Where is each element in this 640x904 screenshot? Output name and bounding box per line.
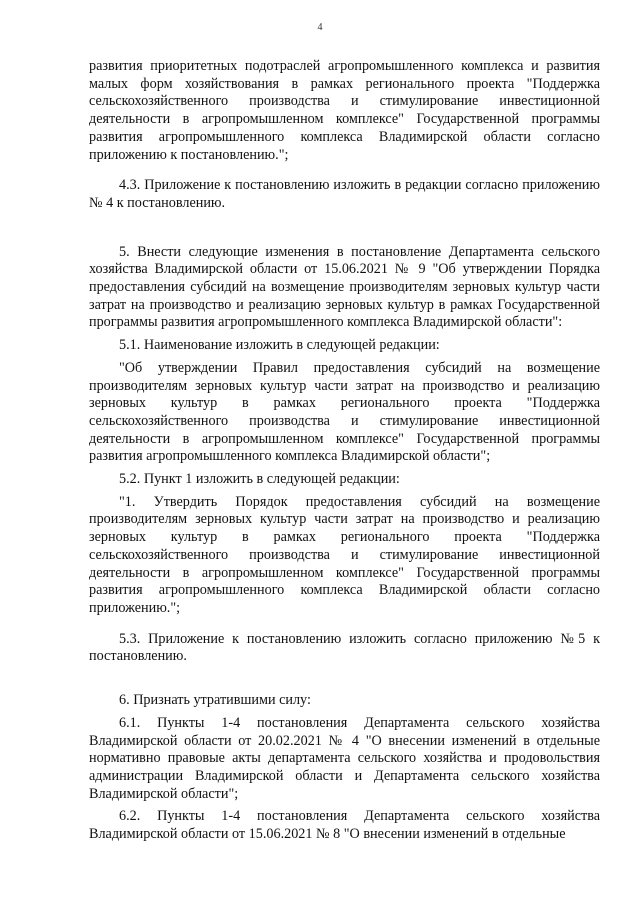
- page-number: 4: [317, 22, 323, 33]
- paragraph-5: 5. Внести следующие изменения в постановление Департамента сельского хозяйства Владимирской области от 15.06.2021 № 9 "Об утверждении Порядка предоставления субсидий на возмещение производителям зерновых культур части затрат на производство и реализацию зерновых культур в рамках Государственной программы развития агропромышленного комплекса Владимирской области":: [89, 243, 600, 331]
- paragraph-6-1: 6.1. Пункты 1-4 постановления Департамента сельского хозяйства Владимирской области от 20.02.2021 № 4 "О внесении изменений в отдельные нормативно правовые акты департамента сельского хозяйства и продовольствия администрации Владимирской области и Департамента сельского хозяйства Владимирской области";: [89, 714, 600, 802]
- paragraph-6-2: 6.2. Пункты 1-4 постановления Департамента сельского хозяйства Владимирской области от 15.06.2021 № 8 "О внесении изменений в отдельные: [89, 808, 600, 843]
- paragraph-5-1-quote: "Об утверждении Правил предоставления субсидий на возмещение производителям зерновых культур части затрат на производство и реализацию зерновых культур в рамках регионального проекта "Поддержка сельскохозяйственного производства и стимулирование инвестиционной деятельности в агропромышленном комплексе" Государственной программы развития агропромышленного комплекса Владимирской области";: [89, 359, 600, 465]
- paragraph-5-2-quote: "1. Утвердить Порядок предоставления субсидий на возмещение производителям зерновых культур части затрат на производство и реализацию зерновых культур в рамках регионального проекта "Поддержка сельскохозяйственного производства и стимулирование инвестиционной деятельности в агропромышленном комплексе" Государственной программы развития агропромышленного комплекса Владимирской области согласно приложению.";: [89, 493, 600, 616]
- paragraph-continuation: развития приоритетных подотраслей агропромышленного комплекса и развития малых форм хозяйствования в рамках регионального проекта "Поддержка сельскохозяйственного производства и стимулирование инвестиционной деятельности в агропромышленном комплексе" Государственной программы развития агропромышленного комплекса Владимирской области согласно приложению к постановлению.";: [89, 58, 600, 163]
- document-body: [89, 58, 600, 844]
- paragraph-5-2: 5.2. Пункт 1 изложить в следующей редакции:: [119, 471, 400, 488]
- paragraph-6: 6. Признать утратившими силу:: [119, 692, 311, 709]
- paragraph-5-1: 5.1. Наименование изложить в следующей редакции:: [119, 337, 440, 354]
- paragraph-4-3: 4.3. Приложение к постановлению изложить в редакции согласно приложению № 4 к постановлению.: [89, 177, 600, 211]
- paragraph-5-3: 5.3. Приложение к постановлению изложить согласно приложению №5 к постановлению.: [89, 630, 600, 665]
